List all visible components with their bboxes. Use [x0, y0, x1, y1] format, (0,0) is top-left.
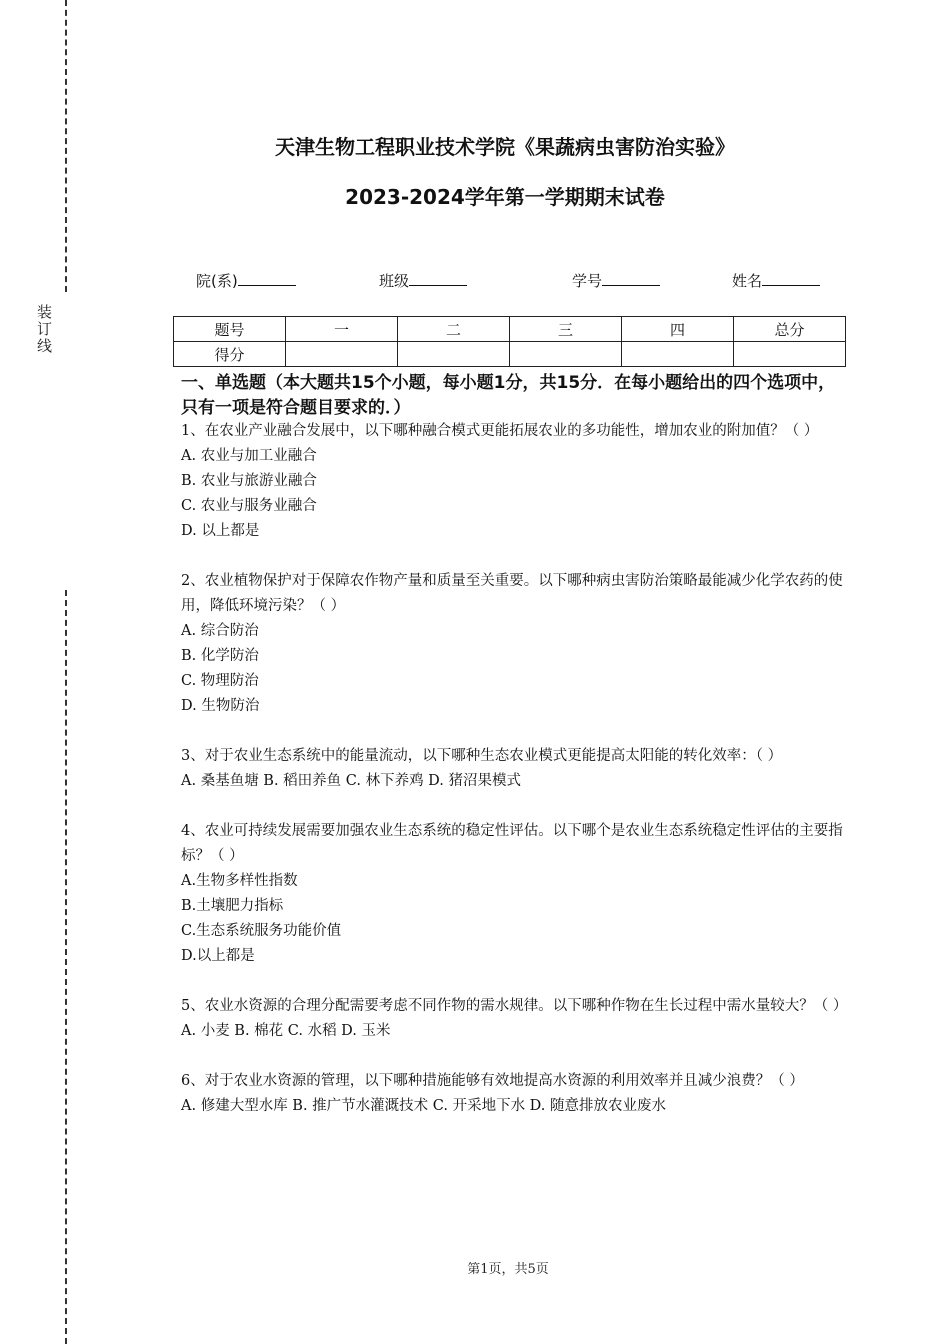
binding-line-bottom [65, 590, 67, 1344]
score-header-cell: 总分 [734, 317, 846, 342]
info-field-department [196, 270, 296, 291]
question-list [181, 419, 849, 1144]
info-field-label: 班级 [379, 272, 410, 290]
score-header-cell: 题号 [174, 317, 286, 342]
score-cell [622, 342, 734, 367]
score-table-header-row [174, 317, 846, 342]
question-option: A. 修建大型水库 B. 推广节水灌溉技术 C. 开采地下水 D. 随意排放农业废水 [181, 1098, 667, 1114]
question-option: C.生态系统服务功能价值 [181, 923, 342, 939]
question-3 [181, 744, 849, 794]
question-option: A. 农业与加工业融合 [181, 448, 317, 464]
question-option: D. 生物防治 [181, 698, 260, 714]
page-footer: 第1页，共5页 [467, 1262, 549, 1277]
question-stem: 1、在农业产业融合发展中，以下哪种融合模式更能拓展农业的多功能性，增加农业的附加值？（ ） [181, 423, 819, 439]
question-stem: 2、农业植物保护对于保障农作物产量和质量至关重要。以下哪种病虫害防治策略最能减少化学农药的使用，降低环境污染？（ ） [181, 573, 843, 614]
fill-blank [238, 271, 296, 286]
score-header-cell: 一 [286, 317, 398, 342]
info-field-student-id [572, 270, 660, 291]
question-stem: 5、农业水资源的合理分配需要考虑不同作物的需水规律。以下哪种作物在生长过程中需水量较大？（ ） [181, 998, 848, 1014]
exam-title-line2: 2023-2024学年第一学期期末试卷 [345, 185, 665, 209]
info-field-class [379, 270, 467, 291]
score-header-cell: 三 [510, 317, 622, 342]
question-option: C. 物理防治 [181, 673, 259, 689]
question-option: D.以上都是 [181, 948, 255, 964]
question-option: B. 化学防治 [181, 648, 259, 664]
binding-label: 装订线 [37, 303, 53, 355]
question-stem: 6、对于农业水资源的管理，以下哪种措施能够有效地提高水资源的利用效率并且减少浪费？（ ） [181, 1073, 804, 1089]
info-field-label: 姓名 [732, 272, 763, 290]
score-table-score-row [174, 342, 846, 367]
score-header-cell: 四 [622, 317, 734, 342]
question-option: A. 综合防治 [181, 623, 259, 639]
info-field-label: 院(系) [196, 272, 238, 290]
question-stem: 3、对于农业生态系统中的能量流动，以下哪种生态农业模式更能提高太阳能的转化效率：（ ） [181, 748, 783, 764]
question-4 [181, 819, 849, 969]
fill-blank [602, 271, 660, 286]
question-2 [181, 569, 849, 719]
question-1 [181, 419, 849, 544]
score-cell [510, 342, 622, 367]
info-field-name [732, 270, 820, 291]
exam-title-line1: 天津生物工程职业技术学院《果蔬病虫害防治实验》 [275, 135, 735, 159]
question-option: A.生物多样性指数 [181, 873, 298, 889]
score-cell [734, 342, 846, 367]
question-option: D. 以上都是 [181, 523, 260, 539]
question-6 [181, 1069, 849, 1119]
score-row-label: 得分 [174, 342, 286, 367]
info-field-label: 学号 [572, 272, 603, 290]
question-option: A. 桑基鱼塘 B. 稻田养鱼 C. 林下养鸡 D. 猪沼果模式 [181, 773, 522, 789]
score-table [173, 316, 846, 367]
question-option: A. 小麦 B. 棉花 C. 水稻 D. 玉米 [181, 1023, 391, 1039]
section-heading: 一、单选题（本大题共15个小题，每小题1分，共15分．在每小题给出的四个选项中，只有一项是符合题目要求的．） [181, 373, 836, 418]
question-option: B. 农业与旅游业融合 [181, 473, 317, 489]
score-cell [286, 342, 398, 367]
score-cell [398, 342, 510, 367]
question-5 [181, 994, 849, 1044]
question-stem: 4、农业可持续发展需要加强农业生态系统的稳定性评估。以下哪个是农业生态系统稳定性评估的主要指标？（ ） [181, 823, 843, 864]
fill-blank [762, 271, 820, 286]
fill-blank [409, 271, 467, 286]
question-option: B.土壤肥力指标 [181, 898, 284, 914]
question-option: C. 农业与服务业融合 [181, 498, 317, 514]
score-header-cell: 二 [398, 317, 510, 342]
